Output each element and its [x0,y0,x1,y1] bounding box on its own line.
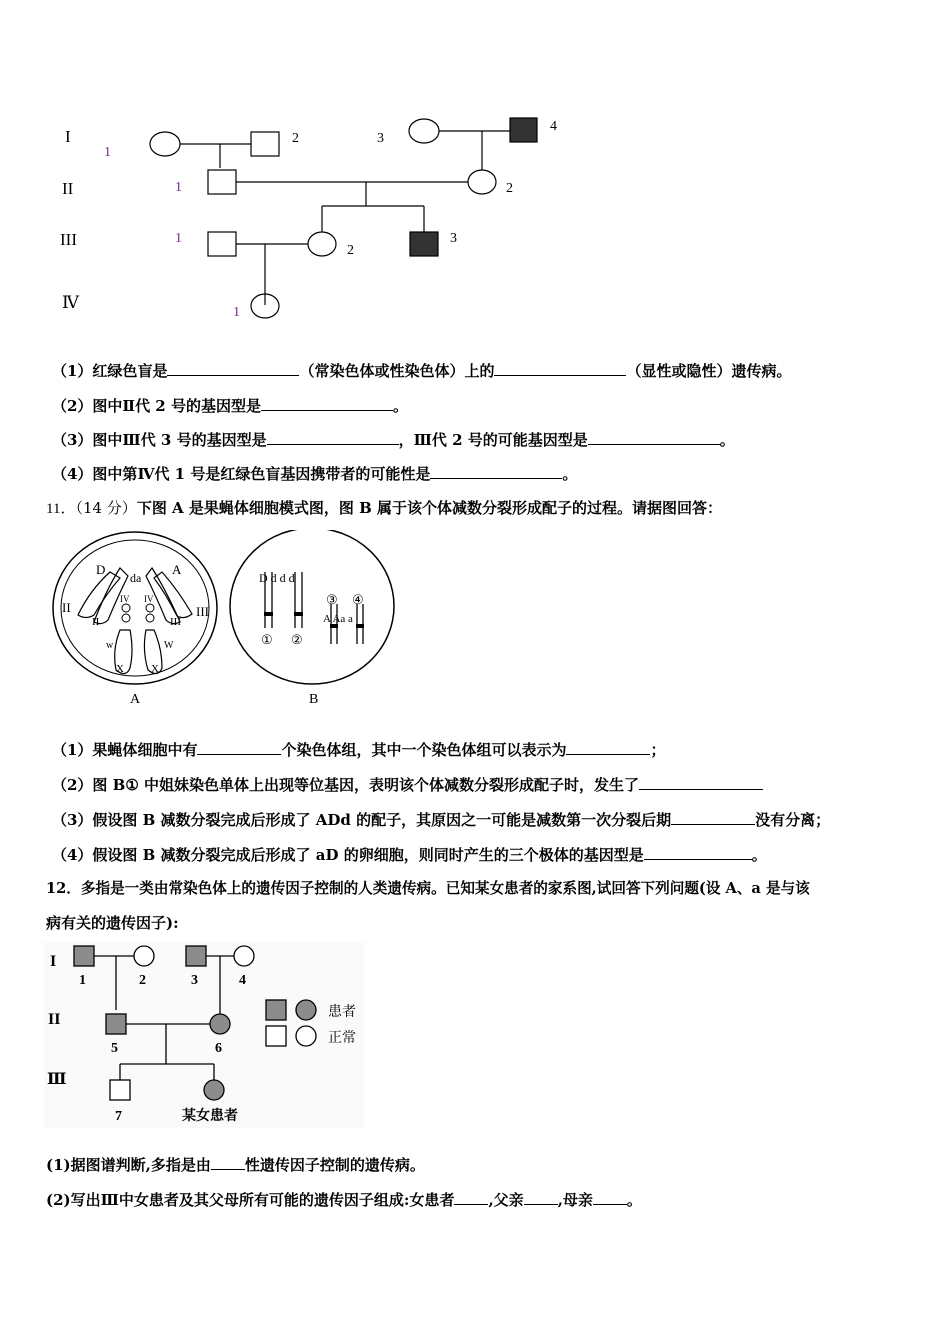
q12-part2-text-b: ,父亲 [488,1191,524,1209]
fig-b-caption: B [309,692,319,707]
q10-part3-text-b: ，Ⅲ代 2 号的可能基因型是 [398,431,588,449]
i4-affected-male [510,118,537,142]
q10-part3 [52,430,735,450]
generation-label-iv: Ⅳ [62,293,79,312]
legend-normal-label: 正常 [328,1031,356,1046]
fig-a-label-w-right: W [164,640,174,651]
legend-affected-male-icon [266,1000,286,1020]
ii2-number: 2 [506,181,513,196]
person-1-number: 1 [79,973,86,988]
iii1-number: 1 [175,231,182,246]
fig-a-label-ii-bottom: II [92,616,100,628]
answer-blank[interactable] [644,845,752,860]
i2-normal-male [251,132,279,156]
legend-affected-label: 患者 [328,1005,356,1020]
answer-blank[interactable] [197,740,281,755]
legend-normal-male-icon [266,1026,286,1046]
figure-b-meiosis [225,530,405,710]
q12-part1 [46,1155,425,1175]
answer-blank[interactable] [494,361,626,376]
gen-label-iii: Ⅲ [47,1071,67,1088]
person-3-affected-male [186,946,206,966]
q10-part1 [52,361,791,381]
q12-part2-text-c: ,母亲 [557,1191,593,1209]
q12-stem-text-2: 病有关的遗传因子): [46,914,179,932]
q12-stem-line1 [46,878,810,899]
gen-label-i: I [50,953,57,970]
fig-a-label-iv-right: IV [144,594,154,604]
q11-score: （14 分） [75,499,137,517]
q10-part4-text-a: （4）图中第Ⅳ代 1 号是红绿色盲基因携带者的可能性是 [52,465,431,483]
ii1-number: 1 [175,180,182,195]
person-4-normal-female [234,946,254,966]
person-6-affected-female [210,1014,230,1034]
q11-part4-text-b: 。 [751,846,767,864]
person-3-number: 3 [191,973,198,988]
q11-number: 11． [46,501,76,517]
person-2-normal-female [134,946,154,966]
person-7-normal-male [110,1080,130,1100]
iii2-number: 2 [347,243,354,258]
gen-label-ii: II [48,1011,61,1028]
fig-a-label-iii-right: III [196,604,209,619]
q11-part1 [52,740,665,760]
q11-part3 [52,810,830,830]
answer-blank[interactable] [261,396,393,411]
q11-part4-text-a: （4）假设图 B 减数分裂完成后形成了 aD 的卵细胞，则同时产生的三个极体的基因型是 [52,846,644,864]
generation-label-i: I [65,127,71,146]
q10-part3-text-a: （3）图中Ⅲ代 3 号的基因型是 [52,431,267,449]
person-2-number: 2 [139,973,146,988]
answer-blank[interactable] [566,740,650,755]
q10-part4-text-b: 。 [562,465,578,483]
iii3-affected-male [410,232,438,256]
answer-blank[interactable] [267,430,399,445]
person-7-number: 7 [115,1109,122,1124]
fig-a-label-x-right: X [151,663,159,675]
person-4-number: 4 [239,973,246,988]
fig-a-label-ii-left: II [62,600,71,615]
fig-b-label-c2: ② [291,632,303,647]
iii1-normal-male [208,232,236,256]
generation-label-ii: II [62,179,74,198]
answer-blank[interactable] [454,1190,488,1205]
fig-a-label-a: A [172,562,182,577]
person-5-number: 5 [111,1041,118,1056]
ii2-normal-female [468,170,496,194]
fig-a-label-da: da [130,571,142,585]
q12-part1-text-b: 性遗传因子控制的遗传病。 [244,1156,425,1174]
q12-part1-text-a: (1)据图谱判断,多指是由 [46,1156,211,1174]
fig-b-label-alleles: A Aa a [323,613,353,625]
fig-a-label-d: D [96,562,106,577]
fig-a-label-x-left: X [116,663,124,675]
answer-blank[interactable] [593,1190,627,1205]
answer-blank[interactable] [588,430,720,445]
pedigree-chart-polydactyly [44,940,374,1130]
answer-blank[interactable] [524,1190,558,1205]
answer-blank[interactable] [430,464,562,479]
generation-label-iii: III [60,230,77,249]
pedigree-chart-colorblindness [40,100,600,330]
legend-normal-female-icon [296,1026,316,1046]
ii1-normal-male [208,170,236,194]
proband-affected-female [204,1080,224,1100]
q10-part1-text-b: （常染色体或性染色体）上的 [299,362,495,380]
q11-part3-text-b: 没有分离； [755,811,831,829]
answer-blank[interactable] [211,1155,245,1170]
figure-a-fruitfly-cell [50,530,230,710]
q12-part2-text-a: (2)写出Ⅲ中女患者及其父母所有可能的遗传因子组成:女患者 [46,1191,455,1209]
i2-number: 2 [292,131,299,146]
fig-b-label-c4: ④ [352,592,364,607]
q10-part2 [52,396,408,416]
person-5-affected-male [106,1014,126,1034]
i1-number: 1 [104,145,111,160]
q12-stem-text-1: 12．多指是一类由常染色体上的遗传因子控制的人类遗传病。已知某女患者的家系图,试回答下列问题(设 A、a 是与该 [46,880,810,897]
i3-normal-female [409,119,439,143]
q10-part2-text-a: （2）图中Ⅱ代 2 号的基因型是 [52,397,261,415]
q10-part4 [52,464,577,484]
i4-number: 4 [550,119,557,134]
q10-part1-text-c: （显性或隐性）遗传病。 [626,362,792,380]
q10-part3-text-c: 。 [719,431,735,449]
iii3-number: 3 [450,231,457,246]
q11-part1-text-c: ； [650,741,666,759]
q10-part1-text-a: （1）红绿色盲是 [52,362,168,380]
q11-part3-text-a: （3）假设图 B 减数分裂完成后形成了 ADd 的配子，其原因之一可能是减数第一次分裂后期 [52,811,672,829]
q11-part2-text-a: （2）图 B① 中姐妹染色单体上出现等位基因，表明该个体减数分裂形成配子时，发生了 [52,776,640,794]
i1-normal-female [150,132,180,156]
q11-part1-text-b: 个染色体组，其中一个染色体组可以表示为 [281,741,567,759]
legend-affected-female-icon [296,1000,316,1020]
q11-part1-text-a: （1）果蝇体细胞中有 [52,741,198,759]
answer-blank[interactable] [167,361,299,376]
fig-a-label-w-left: w [106,640,114,651]
fig-a-label-iii-bottom: III [170,616,181,628]
q10-part2-text-b: 。 [392,397,408,415]
person-6-number: 6 [215,1041,222,1056]
q11-part2 [52,775,763,795]
person-1-affected-male [74,946,94,966]
q12-part2 [46,1190,642,1210]
fig-b-label-c3: ③ [326,592,338,607]
fig-a-label-iv-left: IV [120,594,130,604]
iv1-number: 1 [233,305,240,320]
q12-stem-line2 [46,913,179,933]
fig-b-label-top: D d d d [259,571,295,585]
proband-label: 某女患者 [182,1109,238,1124]
i3-number: 3 [377,131,384,146]
fig-b-label-c1: ① [261,632,273,647]
q11-stem [46,498,722,519]
iii2-normal-female [308,232,336,256]
q11-part4 [52,845,767,865]
answer-blank[interactable] [639,775,763,790]
fig-a-caption: A [130,692,141,707]
q12-part2-text-d: 。 [626,1191,642,1209]
q11-stem-text: 下图 A 是果蝇体细胞模式图，图 B 属于该个体减数分裂形成配子的过程。请据图回答： [136,499,723,517]
answer-blank[interactable] [671,810,755,825]
